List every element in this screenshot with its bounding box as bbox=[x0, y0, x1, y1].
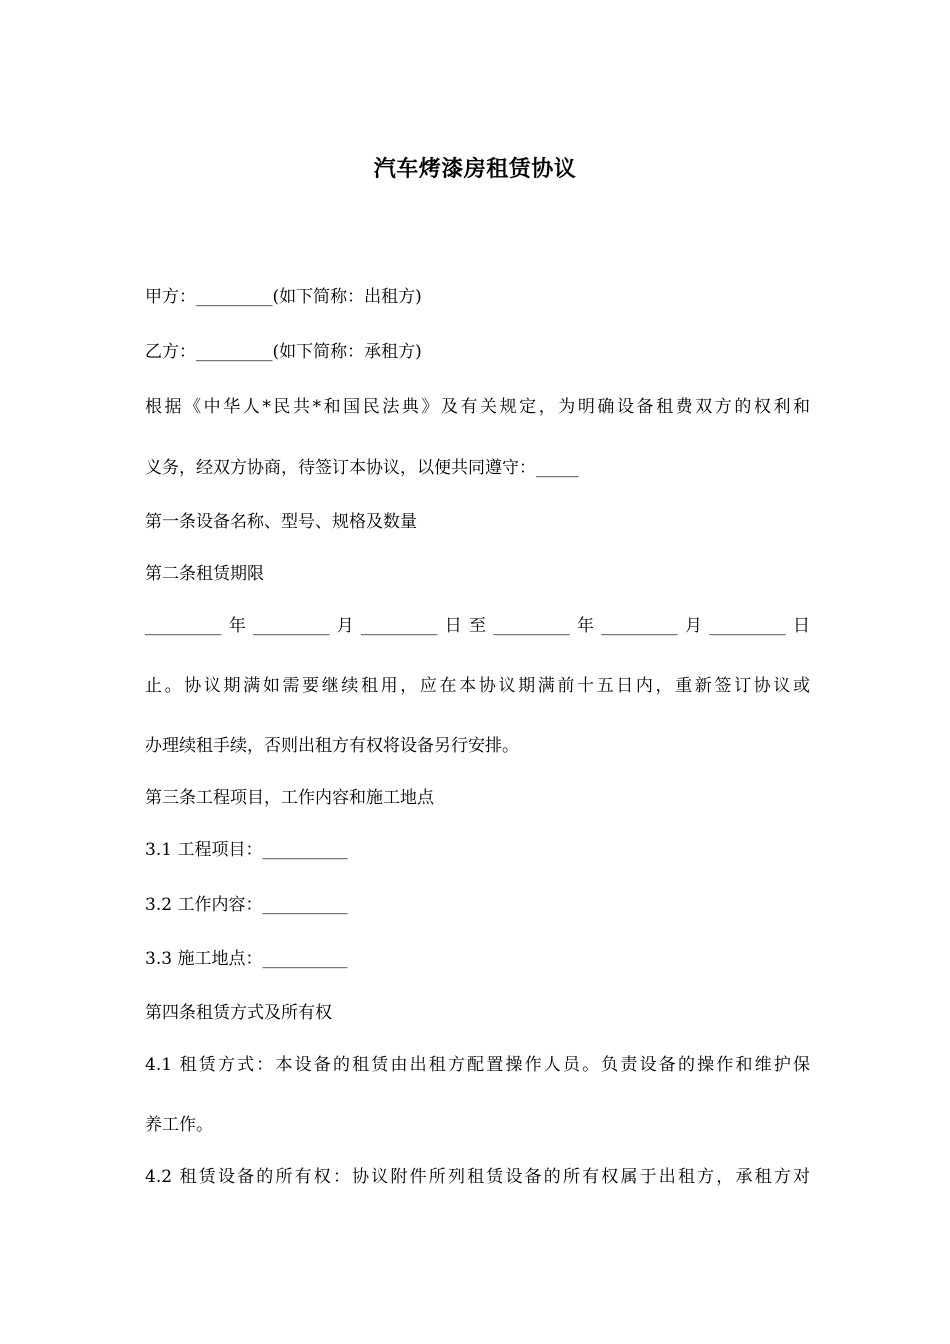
lease-term-line-2: 止。协议期满如需要继续租用，应在本协议期满前十五日内，重新签订协议或 bbox=[145, 676, 810, 696]
lease-term-line-3: 办理续租手续，否则出租方有权将设备另行安排。 bbox=[145, 736, 519, 756]
preamble-line-2: 义务，经双方协商，待签订本协议，以便共同遵守：_____ bbox=[145, 458, 579, 478]
article-4-heading: 第四条租赁方式及所有权 bbox=[145, 1003, 332, 1023]
article-2-heading: 第二条租赁期限 bbox=[145, 564, 264, 584]
clause-4-1-line-2: 养工作。 bbox=[145, 1115, 213, 1135]
clause-3-1: 3.1 工程项目：__________ bbox=[145, 840, 348, 860]
lease-term-dates: _________年_________月_________日至_________年_________月_________日 bbox=[145, 616, 810, 636]
clause-3-2: 3.2 工作内容：__________ bbox=[145, 895, 348, 915]
document-title: 汽车烤漆房租赁协议 bbox=[373, 156, 577, 182]
preamble-line-1: 根据《中华人*民共*和国民法典》及有关规定，为明确设备租费双方的权利和 bbox=[145, 397, 810, 417]
clause-3-3: 3.3 施工地点：__________ bbox=[145, 949, 348, 969]
article-1-heading: 第一条设备名称、型号、规格及数量 bbox=[145, 512, 417, 532]
party-b-line: 乙方：_________(如下简称：承租方) bbox=[145, 342, 422, 362]
article-3-heading: 第三条工程项目，工作内容和施工地点 bbox=[145, 788, 434, 808]
clause-4-2-line-1: 4.2 租赁设备的所有权：协议附件所列租赁设备的所有权属于出租方，承租方对 bbox=[145, 1167, 810, 1187]
party-a-line: 甲方：_________(如下简称：出租方) bbox=[145, 287, 422, 307]
clause-4-1-line-1: 4.1 租赁方式：本设备的租赁由出租方配置操作人员。负责设备的操作和维护保 bbox=[145, 1055, 810, 1075]
